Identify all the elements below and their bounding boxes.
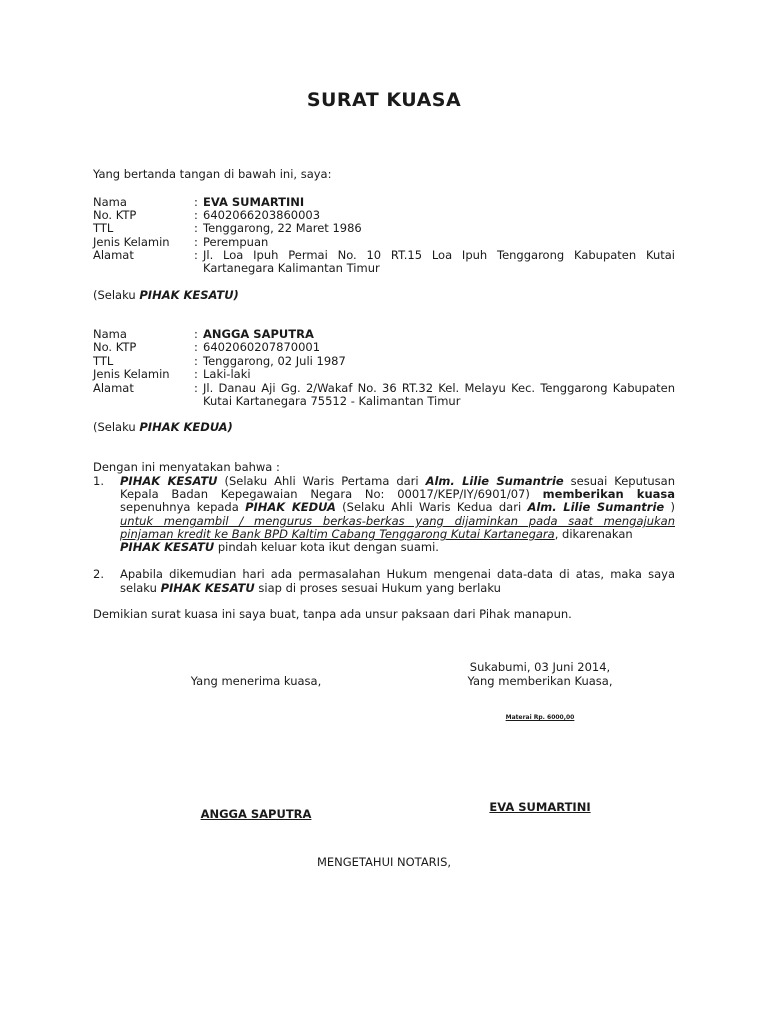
field-colon: : (194, 367, 198, 381)
item-number: 1. (93, 474, 104, 488)
field-label: Nama (93, 327, 127, 341)
item-line (120, 501, 675, 515)
underlined-text: untuk mengambil / mengurus berkas-berkas yang dijaminkan pada saat mengajukan (120, 514, 675, 528)
field-label: Alamat (93, 381, 134, 395)
receiver-label: Yang menerima kuasa, (190, 674, 322, 688)
field-row-nama (93, 196, 675, 210)
address-continuation: Kartanegara Kalimantan Timur (203, 261, 380, 275)
field-colon: : (194, 354, 198, 368)
field-row-alamat (93, 249, 675, 263)
field-colon: : (194, 248, 198, 262)
document-title: SURAT KUASA (306, 89, 462, 111)
field-value: Tenggarong, 02 Juli 1987 (203, 354, 346, 368)
field-value: Laki-laki (203, 367, 251, 381)
field-value: Tenggarong, 22 Maret 1986 (203, 221, 362, 235)
item-line (120, 582, 675, 596)
field-label: Jenis Kelamin (93, 367, 170, 381)
statement-intro: Dengan ini menyatakan bahwa : (93, 460, 280, 474)
materai-stamp-label: Materai Rp. 6000,00 (505, 714, 575, 721)
notary-acknowledgement: MENGETAHUI NOTARIS, (316, 855, 452, 869)
field-label: No. KTP (93, 208, 137, 222)
item-line: Apabila dikemudian hari ada permasalahan Hukum mengenai data-data di atas, maka saya (120, 567, 675, 581)
deceased-name: Alm. Lilie Sumantrie (527, 500, 665, 514)
field-row-ttl (93, 355, 675, 369)
pihak-kedua-name: ANGGA SAPUTRA (203, 327, 314, 341)
field-label: Alamat (93, 248, 134, 262)
field-row-nama (93, 328, 675, 342)
role-label: PIHAK KESATU) (139, 288, 239, 302)
field-colon: : (194, 195, 198, 209)
field-value: Jl. Danau Aji Gg. 2/Wakaf No. 36 RT.32 Kel. Melayu Kec. Tenggarong Kabupaten (203, 381, 675, 395)
field-value: 6402060207870001 (203, 340, 321, 354)
party-ref: PIHAK KESATU (120, 474, 218, 488)
field-value: Perempuan (203, 235, 269, 249)
field-label: TTL (93, 221, 114, 235)
text-segment: siap di proses sesuai Hukum yang berlaku (254, 581, 501, 595)
text-segment: , dikarenakan (554, 527, 633, 541)
pihak-kedua-role (93, 421, 233, 435)
field-colon: : (194, 221, 198, 235)
giver-label: Yang memberikan Kuasa, (467, 674, 613, 688)
field-row-ttl (93, 222, 675, 236)
field-colon: : (194, 381, 198, 395)
pihak-kesatu-role (93, 289, 239, 303)
field-row-ktp (93, 341, 675, 355)
intro-text: Yang bertanda tangan di bawah ini, saya: (93, 167, 332, 181)
giver-name: EVA SUMARTINI (489, 800, 591, 814)
text-segment: pindah keluar kota ikut dengan suami. (214, 540, 439, 554)
place-date: Sukabumi, 03 Juni 2014, (469, 660, 611, 674)
text-segment: ) (664, 500, 675, 514)
field-value: Jl. Loa Ipuh Permai No. 10 RT.15 Loa Ipuh Tenggarong Kabupaten Kutai (203, 248, 675, 262)
role-prefix: (Selaku (93, 288, 140, 302)
text-segment: sepenuhnya kepada (120, 500, 246, 514)
field-colon: : (194, 340, 198, 354)
item-number: 2. (93, 567, 104, 581)
field-label: No. KTP (93, 340, 137, 354)
text-segment: (Selaku Ahli Waris Kedua dari (335, 500, 528, 514)
role-label: PIHAK KEDUA) (139, 420, 233, 434)
field-row-ktp (93, 209, 675, 223)
field-colon: : (194, 327, 198, 341)
pihak-kesatu-name: EVA SUMARTINI (203, 195, 305, 209)
deceased-name: Alm. Lilie Sumantrie (425, 474, 564, 488)
text-segment: Kepala Badan Kepegawaian Negara No: 00017/KEP/IY/6901/07) (120, 487, 543, 501)
field-label: Nama (93, 195, 127, 209)
receiver-name: ANGGA SAPUTRA (200, 807, 312, 821)
field-colon: : (194, 235, 198, 249)
party-ref: PIHAK KESATU (120, 540, 215, 554)
field-colon: : (194, 208, 198, 222)
party-ref: PIHAK KEDUA (245, 500, 336, 514)
text-segment: sesuai Keputusan (563, 474, 675, 488)
address-continuation: Kutai Kartanegara 75512 - Kalimantan Timur (203, 394, 461, 408)
field-label: Jenis Kelamin (93, 235, 170, 249)
party-ref: PIHAK KESATU (160, 581, 255, 595)
item-line (120, 541, 675, 555)
emphasis: memberikan kuasa (542, 487, 676, 501)
underlined-text: pinjaman kredit ke Bank BPD Kaltim Cabang Tenggarong Kutai Kartanegara (120, 527, 555, 541)
field-value: 6402066203860003 (203, 208, 321, 222)
text-segment: selaku (120, 581, 161, 595)
text-segment: (Selaku Ahli Waris Pertama dari (217, 474, 426, 488)
role-prefix: (Selaku (93, 420, 140, 434)
field-row-jenis-kelamin (93, 368, 675, 382)
closing-statement: Demikian surat kuasa ini saya buat, tanpa ada unsur paksaan dari Pihak manapun. (93, 607, 572, 621)
field-label: TTL (93, 354, 114, 368)
